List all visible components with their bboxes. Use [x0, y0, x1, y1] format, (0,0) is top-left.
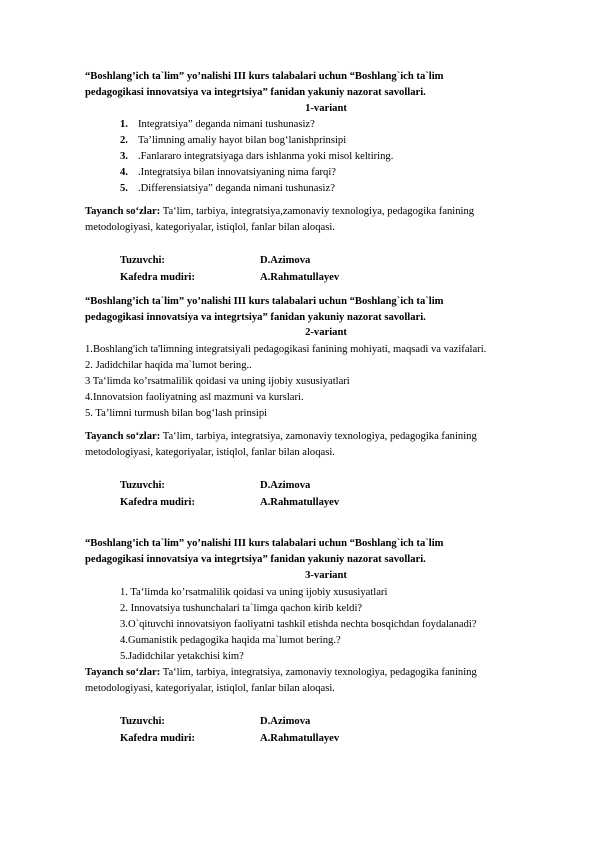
keywords-text-2: metodologiyasi, kategoriyalar, istiqlol, fanlar bilan aloqasi. [85, 447, 335, 458]
section-3-keywords [85, 665, 525, 697]
list-item: 4. .Integratsiya bilan innovatsiyaning nima farqi? [120, 167, 336, 178]
variant-3-questions [120, 585, 477, 665]
keywords-text-2: metodologiyasi, kategoriyalar, istiqlol, fanlar bilan aloqasi. [85, 683, 335, 694]
list-item: 1. Ta‘limda ko’rsatmalilik qoidasi va uning ijobiy xususiyatlari [120, 587, 388, 598]
list-item: 5. Ta’limni turmush bilan bog‘lash prinsipi [85, 408, 268, 419]
heading-line-2: pedagogikasi innovatsiya va integrtsiya” fanidan yakuniy nazorat savollari. [85, 554, 426, 565]
keywords-label: Tayanch so‘zlar: [85, 206, 161, 217]
section-3-heading [85, 536, 525, 568]
keywords-text: Ta‘lim, tarbiya, integratsiya,zamonaviy texnologiya, pedagogika fanining [160, 206, 475, 217]
compiler-signature: Tuzuvchi: D.Azimova [120, 716, 311, 727]
variant-1-label: 1-variant [305, 103, 347, 114]
list-item: 2. Innovatsiya tushunchalari ta`limga qachon kirib keldi? [120, 603, 363, 614]
keywords-text: Ta‘lim, tarbiya, integratsiya, zamonaviy texnologiya, pedagogika fanining [160, 667, 477, 678]
list-item: 1.Boshlang'ich ta'limning integratsiyali pedagogikasi fanining mohiyati, maqsadi va vazifalari. [85, 344, 487, 355]
section-1-keywords [85, 204, 525, 236]
compiler-signature: Tuzuvchi: D.Azimova [120, 480, 311, 491]
head-signature: Kafedra mudiri: A.Rahmatullayev [120, 272, 340, 283]
heading-line-1: “Boshlang’ich ta`lim” yo’nalishi III kurs talabalari uchun “Boshlang`ich ta`lim [85, 296, 444, 307]
section-2-heading [85, 294, 525, 326]
list-item: 3.O`qituvchi innovatsiyon faoliyatni tashkil etishda nechta bosqichdan foydalanadi? [120, 619, 477, 630]
heading-line-1: “Boshlang’ich ta`lim” yo’nalishi III kurs talabalari uchun “Boshlang`ich ta`lim [85, 538, 444, 549]
variant-2-questions [85, 342, 486, 422]
keywords-label: Tayanch so‘zlar: [85, 667, 161, 678]
list-item: 4.Gumanistik pedagogika haqida ma`lumot bering.? [120, 635, 341, 646]
variant-2-label: 2-variant [305, 327, 347, 338]
section-1-heading [85, 69, 525, 101]
list-item: 5. .Differensiatsiya” deganda nimani tushunasiz? [120, 183, 335, 194]
variant-3-label: 3-variant [305, 570, 347, 581]
variant-1-questions [120, 117, 393, 197]
keywords-text-2: metodologiyasi, kategoriyalar, istiqlol, fanlar bilan aloqasi. [85, 222, 335, 233]
keywords-text: Ta‘lim, tarbiya, integratsiya, zamonaviy texnologiya, pedagogika fanining [160, 431, 477, 442]
list-item: 5.Jadidchilar yetakchisi kim? [120, 651, 244, 662]
list-item: 4.Innovatsion faoliyatning asl mazmuni va kurslari. [85, 392, 304, 403]
list-item: 2. Jadidchilar haqida ma`lumot bering.. [85, 360, 252, 371]
section-2-keywords [85, 429, 525, 461]
heading-line-2: pedagogikasi innovatsiya va integrtsiya” fanidan yakuniy nazorat savollari. [85, 87, 426, 98]
head-signature: Kafedra mudiri: A.Rahmatullayev [120, 497, 340, 508]
list-item: 2. Ta’limning amaliy hayot bilan bog‘lanishprinsipi [120, 135, 347, 146]
heading-line-2: pedagogikasi innovatsiya va integrtsiya” fanidan yakuniy nazorat savollari. [85, 312, 426, 323]
keywords-label: Tayanch so‘zlar: [85, 431, 161, 442]
compiler-signature: Tuzuvchi: D.Azimova [120, 255, 311, 266]
list-item: 3 Ta‘limda ko’rsatmalilik qoidasi va uning ijobiy xususiyatlari [85, 376, 350, 387]
list-item: 1. Integratsiya” deganda nimani tushunasiz? [120, 119, 315, 130]
head-signature: Kafedra mudiri: A.Rahmatullayev [120, 733, 340, 744]
heading-line-1: “Boshlang’ich ta`lim” yo’nalishi III kurs talabalari uchun “Boshlang`ich ta`lim [85, 71, 444, 82]
list-item: 3. .Fanlararo integratsiyaga dars ishlanma yoki misol keltiring. [120, 151, 394, 162]
